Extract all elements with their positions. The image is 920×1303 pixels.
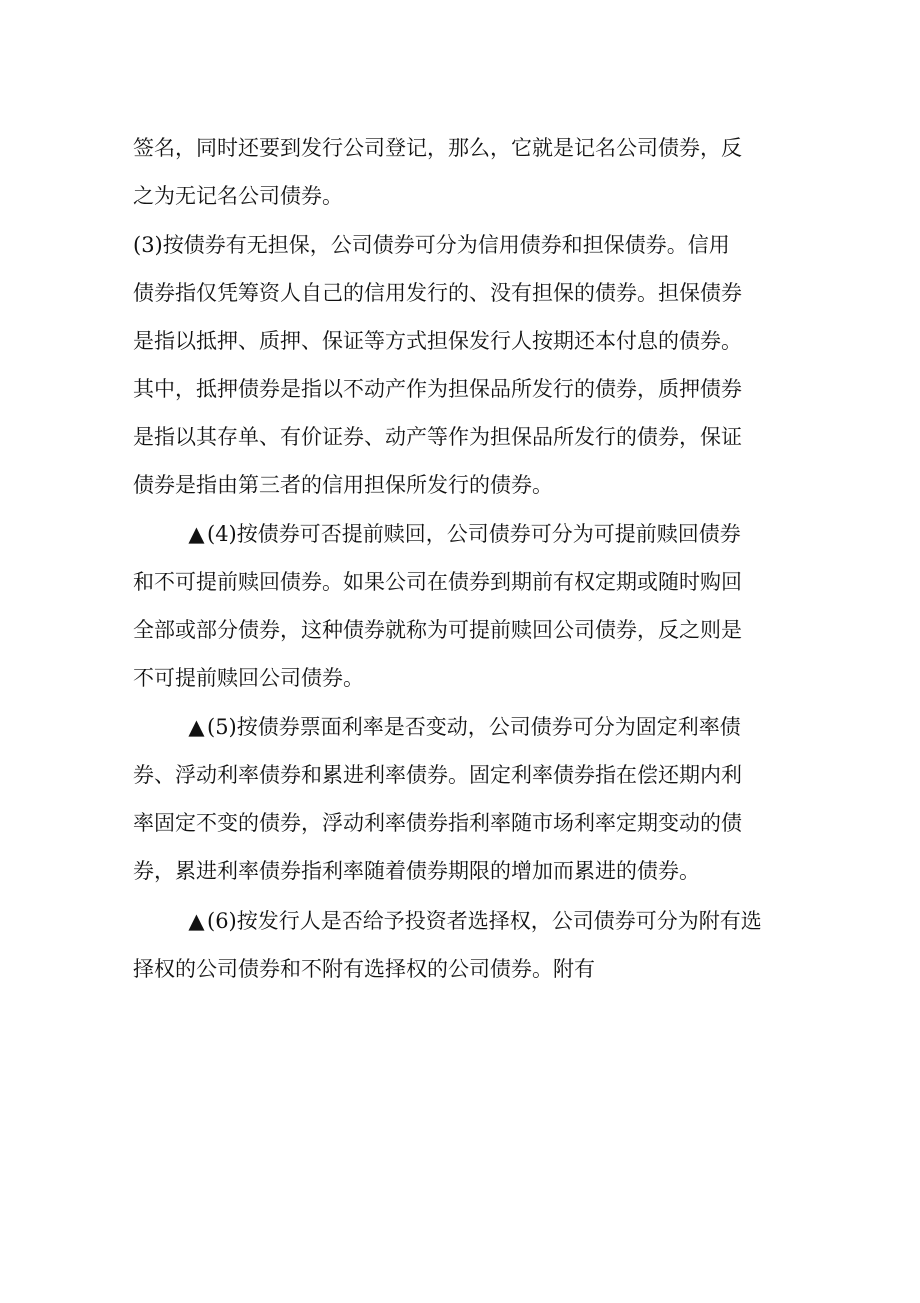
text-line: 债券是指由第三者的信用担保所发行的债券。 [133, 473, 553, 497]
text-line [133, 510, 783, 558]
text-line [133, 897, 783, 945]
paragraph-option-bonds [133, 897, 783, 993]
text-line: 是指以其存单、有价证券、动产等作为担保品所发行的债券，保证 [133, 425, 742, 449]
text-line: 之为无记名公司债券。 [133, 184, 343, 208]
line-text: (4)按债券可否提前赎回，公司债券可分为可提前赎回债券 [207, 522, 741, 546]
text-line: 其中，抵押债券是指以不动产作为担保品所发行的债券，质押债券 [133, 377, 742, 401]
paragraph-interest-rate-bonds [133, 703, 783, 895]
text-line: 率固定不变的债券，浮动利率债券指利率随市场利率定期变动的债 [133, 811, 742, 835]
line-text: (5)按债券票面利率是否变动，公司债券可分为固定利率债 [207, 715, 741, 739]
text-line: 择权的公司债券和不附有选择权的公司债券。附有 [133, 957, 595, 981]
text-line: 全部或部分债券，这种债券就称为可提前赎回公司债券，反之则是 [133, 618, 742, 642]
text-line: 签名，同时还要到发行公司登记，那么，它就是记名公司债券，反 [133, 136, 742, 160]
text-line: 债券指仅凭筹资人自己的信用发行的、没有担保的债券。担保债券 [133, 281, 742, 305]
text-line [133, 703, 783, 751]
paragraph-redeemable-bonds [133, 510, 783, 702]
text-line: 是指以抵押、质押、保证等方式担保发行人按期还本付息的债券。 [133, 329, 742, 353]
paragraph-guaranteed-bonds [133, 221, 783, 509]
paragraph-registered-bonds [133, 124, 783, 220]
text-line: 和不可提前赎回债券。如果公司在债券到期前有权定期或随时购回 [133, 570, 742, 594]
triangle-marker-icon: ▲ [188, 909, 205, 933]
text-line: 券，累进利率债券指利率随着债券期限的增加而累进的债券。 [133, 859, 700, 883]
triangle-marker-icon: ▲ [188, 715, 205, 739]
text-line: 券、浮动利率债券和累进利率债券。固定利率债券指在偿还期内利 [133, 763, 742, 787]
triangle-marker-icon: ▲ [188, 522, 205, 546]
line-text: (6)按发行人是否给予投资者选择权，公司债券可分为附有选 [207, 909, 762, 933]
text-line: 不可提前赎回公司债券。 [133, 666, 364, 690]
text-line: (3)按债券有无担保，公司债券可分为信用债券和担保债券。信用 [133, 233, 730, 257]
